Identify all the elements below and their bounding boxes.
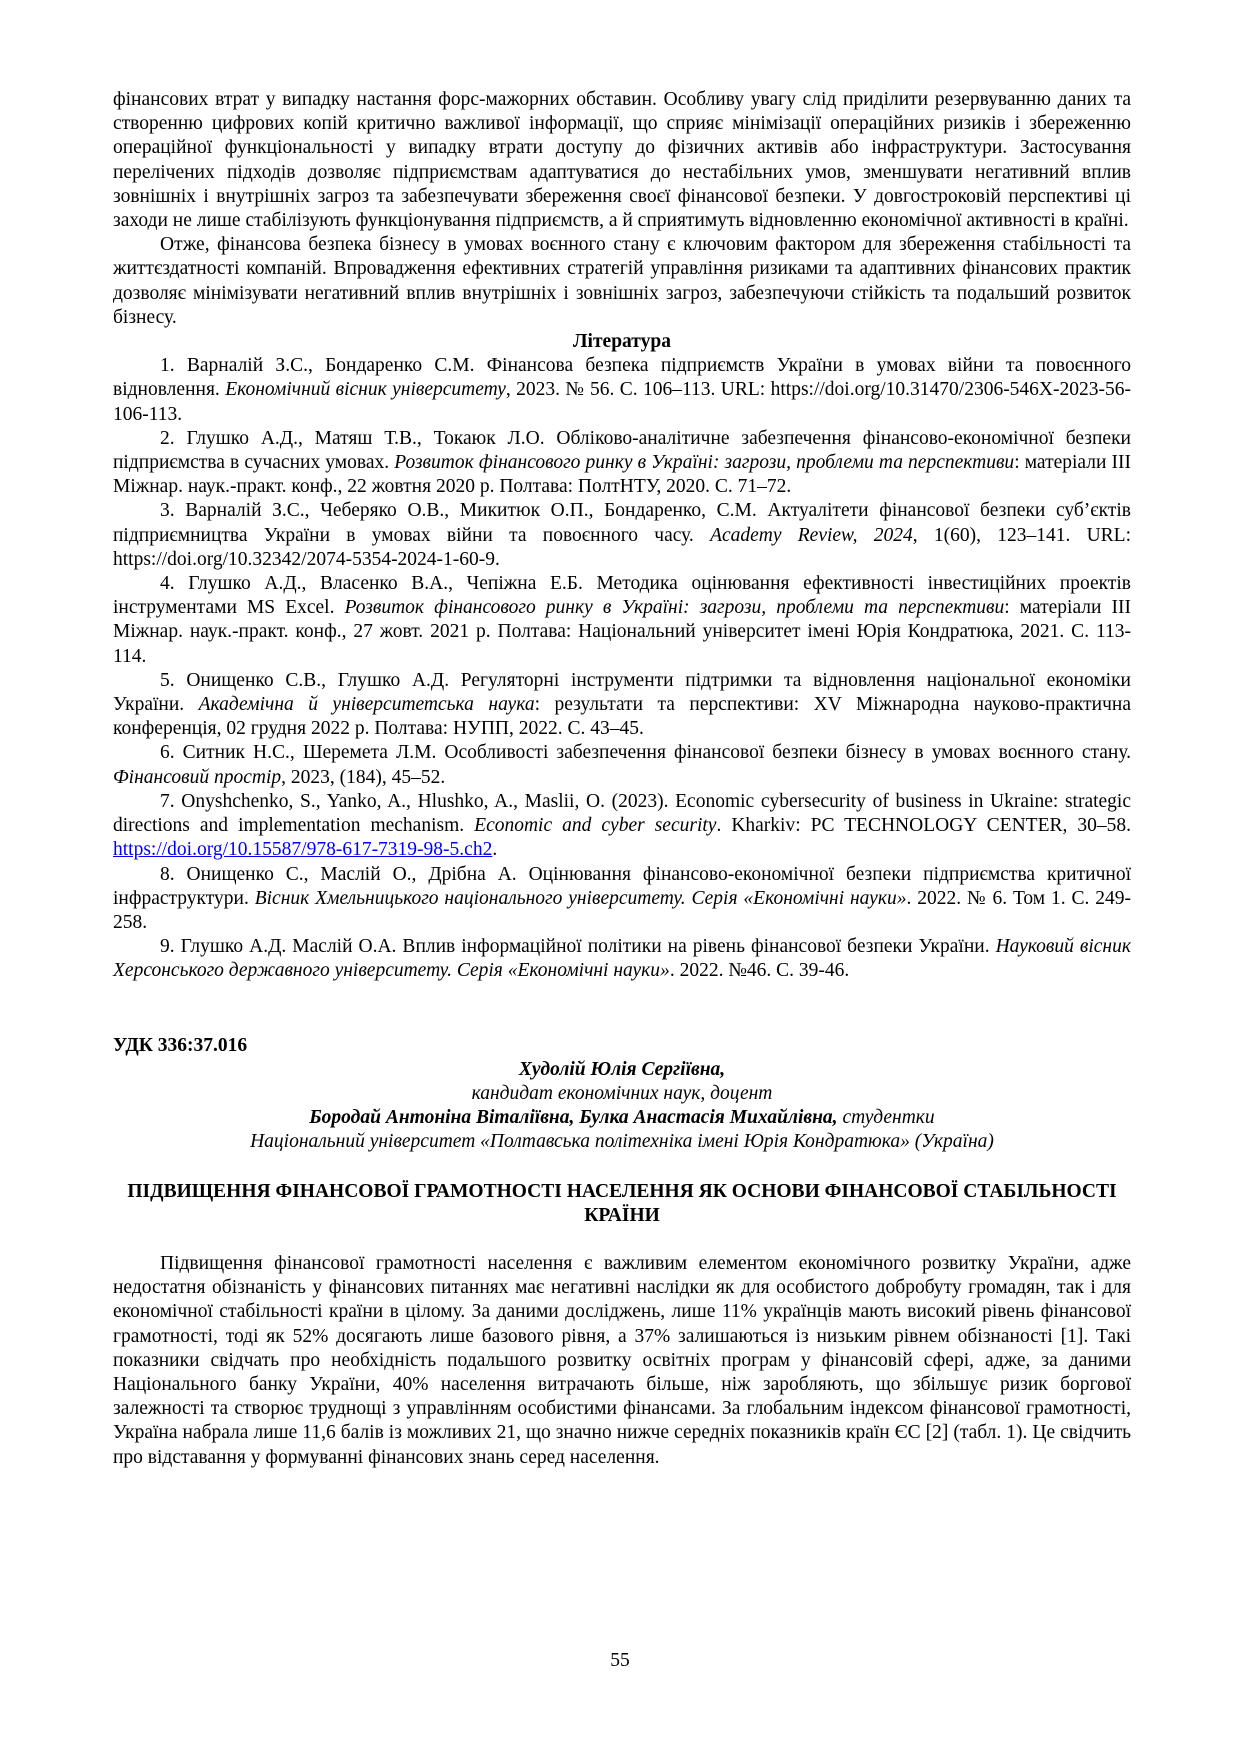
reference-text: 4. Глушко А.Д., Власенко В.А., Чепіжна Е.Б. Методика оцінювання ефективності інвестиційних проектів інструментами MS Excel. xyxy=(113,573,1131,619)
reference-text: 1. Варналій З.С., Бондаренко С.М. Фінансова безпека підприємств України в умовах війни та повоєнного відновлення. xyxy=(113,355,1131,401)
article-title: ПІДВИЩЕННЯ ФІНАНСОВОЇ ГРАМОТНОСТІ НАСЕЛЕННЯ ЯК ОСНОВИ ФІНАНСОВОЇ СТАБІЛЬНОСТІ КРАЇНИ xyxy=(127,1180,1117,1226)
reference-text: 9. Глушко А.Д. Маслій О.А. Вплив інформаційної політики на рівень фінансової безпеки України. xyxy=(160,936,996,958)
body-paragraph: Отже, фінансова безпека бізнесу в умовах воєнного стану є ключовим фактором для збереження стабільності та життєздатності компаній. Впровадження ефективних стратегій управління ризиками та адаптивних фінансових практик дозволяє мінімізувати негативний вплив внутрішніх і зовнішніх загроз, забезпечуючи стійкість та подальший розвиток бізнесу. xyxy=(113,234,1131,328)
reference-text: . 2022. № 6. Том 1. С. 249-258. xyxy=(113,887,1131,933)
reference-source: Academy Review, 2024 xyxy=(710,524,913,546)
reference-item-3 xyxy=(113,499,1131,572)
reference-source: Науковий вісник Херсонського державного університету. Серія «Економічні науки» xyxy=(113,936,1131,982)
reference-text: : матеріали ІІІ Міжнар. наук.-практ. конф., 27 жовт. 2021 р. Полтава: Національний університет імені Юрія Кондратюка, 2021. С. 113-114. xyxy=(113,597,1131,667)
author-name-line xyxy=(113,1058,1131,1082)
reference-text: 3. Варналій З.С., Чеберяко О.В., Микитюк О.П., Бондаренко, С.М. Актуалітети фінансової безпеки суб’єктів підприємництва України в умовах війни та повоєнного часу. xyxy=(113,500,1131,546)
page-content xyxy=(113,88,1131,1470)
affiliation-line xyxy=(113,1130,1131,1154)
reference-text: 6. Ситник Н.С., Шеремета Л.М. Особливості забезпечення фінансової безпеки бізнесу в умовах воєнного стану. xyxy=(160,742,1131,764)
reference-source: Фінансовий простір xyxy=(113,766,282,788)
reference-item-9 xyxy=(113,935,1131,983)
reference-source: Академічна й університетська наука xyxy=(198,694,535,716)
literature-heading: Література xyxy=(573,331,671,353)
coauthor-role: студентки xyxy=(837,1107,935,1129)
reference-item-2 xyxy=(113,427,1131,500)
reference-text: . xyxy=(492,839,498,861)
affiliation: Національний університет «Полтавська політехніка імені Юрія Кондратюка» (Україна) xyxy=(250,1131,994,1153)
reference-text: : матеріали ІІІ Міжнар. наук.-практ. конф., 22 жовтня 2020 р. Полтава: ПолтНТУ, 2020. С. 71–72. xyxy=(113,452,1132,498)
coauthor-names: Бородай Антоніна Віталіївна, Булка Анастасія Михайлівна, xyxy=(309,1107,838,1129)
author-role-line xyxy=(113,1082,1131,1106)
reference-item-6 xyxy=(113,741,1131,789)
reference-text: , 2023. № 56. С. 106–113. URL: https://doi.org/10.31470/2306-546X-2023-56-106-113. xyxy=(113,379,1131,425)
doi-link[interactable]: https://doi.org/10.15587/978-617-7319-98-5.ch2 xyxy=(113,839,493,861)
body-paragraph-continuation: фінансових втрат у випадку настання форс-мажорних обставин. Особливу увагу слід приділити резервуванню даних та створенню цифрових копій критично важливої інформації, що сприяє мінімізації операційних ризиків і збереженню операційної функціональності у випадку втрати доступу до фізичних активів або інфраструктури. Застосування перелічених підходів дозволяє підприємствам адаптуватися до нестабільних умов, зменшувати негативний вплив зовнішніх і внутрішніх загроз та забезпечувати збереження своєї фінансової безпеки. У довгостроковій перспективі ці заходи не лише стабілізують функціонування підприємств, а й сприятимуть відновленню економічної активності в країні. xyxy=(113,89,1131,232)
author-role: кандидат економічних наук, доцент xyxy=(471,1082,773,1104)
reference-text: . 2022. №46. С. 39-46. xyxy=(669,960,850,982)
page-number: 55 xyxy=(610,1650,630,1671)
reference-text: , 1(60), 123–141. URL: https://doi.org/10.32342/2074-5354-2024-1-60-9. xyxy=(113,524,1132,570)
reference-source: Розвиток фінансового ринку в Україні: загрози, проблеми та перспективи xyxy=(344,597,1005,619)
udc-code: УДК 336:37.016 xyxy=(113,1034,248,1056)
reference-text: 7. Onyshchenko, S., Yanko, A., Hlushko, A., Maslii, O. (2023). Economic cybersecurity of business in Ukraine: strategic directions and implementation mechanism. xyxy=(113,790,1131,837)
reference-text: , 2023, (184), 45–52. xyxy=(281,766,446,788)
reference-text: : результати та перспективи: XV Міжнародна науково-практична конференція, 02 грудня 2022 р. Полтава: НУПП, 2022. С. 43–45. xyxy=(113,694,1131,740)
reference-source: Економічний вісник університету xyxy=(225,379,506,401)
reference-item-5 xyxy=(113,669,1131,742)
author-name: Худолій Юлія Сергіївна, xyxy=(518,1058,726,1080)
coauthors-line xyxy=(113,1106,1131,1130)
reference-item-4 xyxy=(113,572,1131,669)
reference-item-8 xyxy=(113,863,1131,936)
intro-paragraph: Підвищення фінансової грамотності населення є важливим елементом економічного розвитку України, адже недостатня обізнаність у фінансових питаннях має негативні наслідки як для особистого добробуту громадян, так і для економічної стабільності країни в цілому. За даними досліджень, лише 11% українців мають високий рівень фінансової грамотності, тоді як 52% досягають лише базового рівня, а 37% залишаються із низьким рівнем обізнаності [1]. Такі показники свідчать про необхідність подальшого розвитку освітніх програм у фінансовій сфері, адже, за даними Національного банку України, 40% населення витрачають більше, ніж заробляють, що збільшує ризик боргової залежності та створює труднощі з управлінням особистими фінансами. За глобальним індексом фінансової грамотності, Україна набрала лише 11,6 балів із можливих 21, що значно нижче середніх показників країн ЄС [2] (табл. 1). Це свідчить про відставання у формуванні фінансових знань серед населення. xyxy=(113,1252,1131,1468)
reference-text: 5. Онищенко С.В., Глушко А.Д. Регуляторні інструменти підтримки та відновлення національної економіки України. xyxy=(113,669,1131,716)
reference-item-1 xyxy=(113,354,1131,427)
reference-text: 2. Глушко А.Д., Матяш Т.В., Токаюк Л.О. Обліково-аналітичне забезпечення фінансово-економічної безпеки підприємства в сучасних умовах. xyxy=(113,427,1131,474)
reference-source: Economic and cyber security xyxy=(474,815,717,837)
reference-source: Вісник Хмельницького національного університету. Серія «Економічні науки» xyxy=(254,887,907,909)
reference-text: 8. Онищенко С., Маслій О., Дрібна А. Оцінювання фінансово-економічної безпеки підприємства критичної інфраструктури. xyxy=(113,863,1131,909)
reference-item-7 xyxy=(113,790,1131,863)
reference-text: . Kharkiv: PC TECHNOLOGY CENTER, 30–58. xyxy=(716,815,1132,837)
reference-source: Розвиток фінансового ринку в Україні: загрози, проблеми та перспективи xyxy=(394,452,1015,474)
